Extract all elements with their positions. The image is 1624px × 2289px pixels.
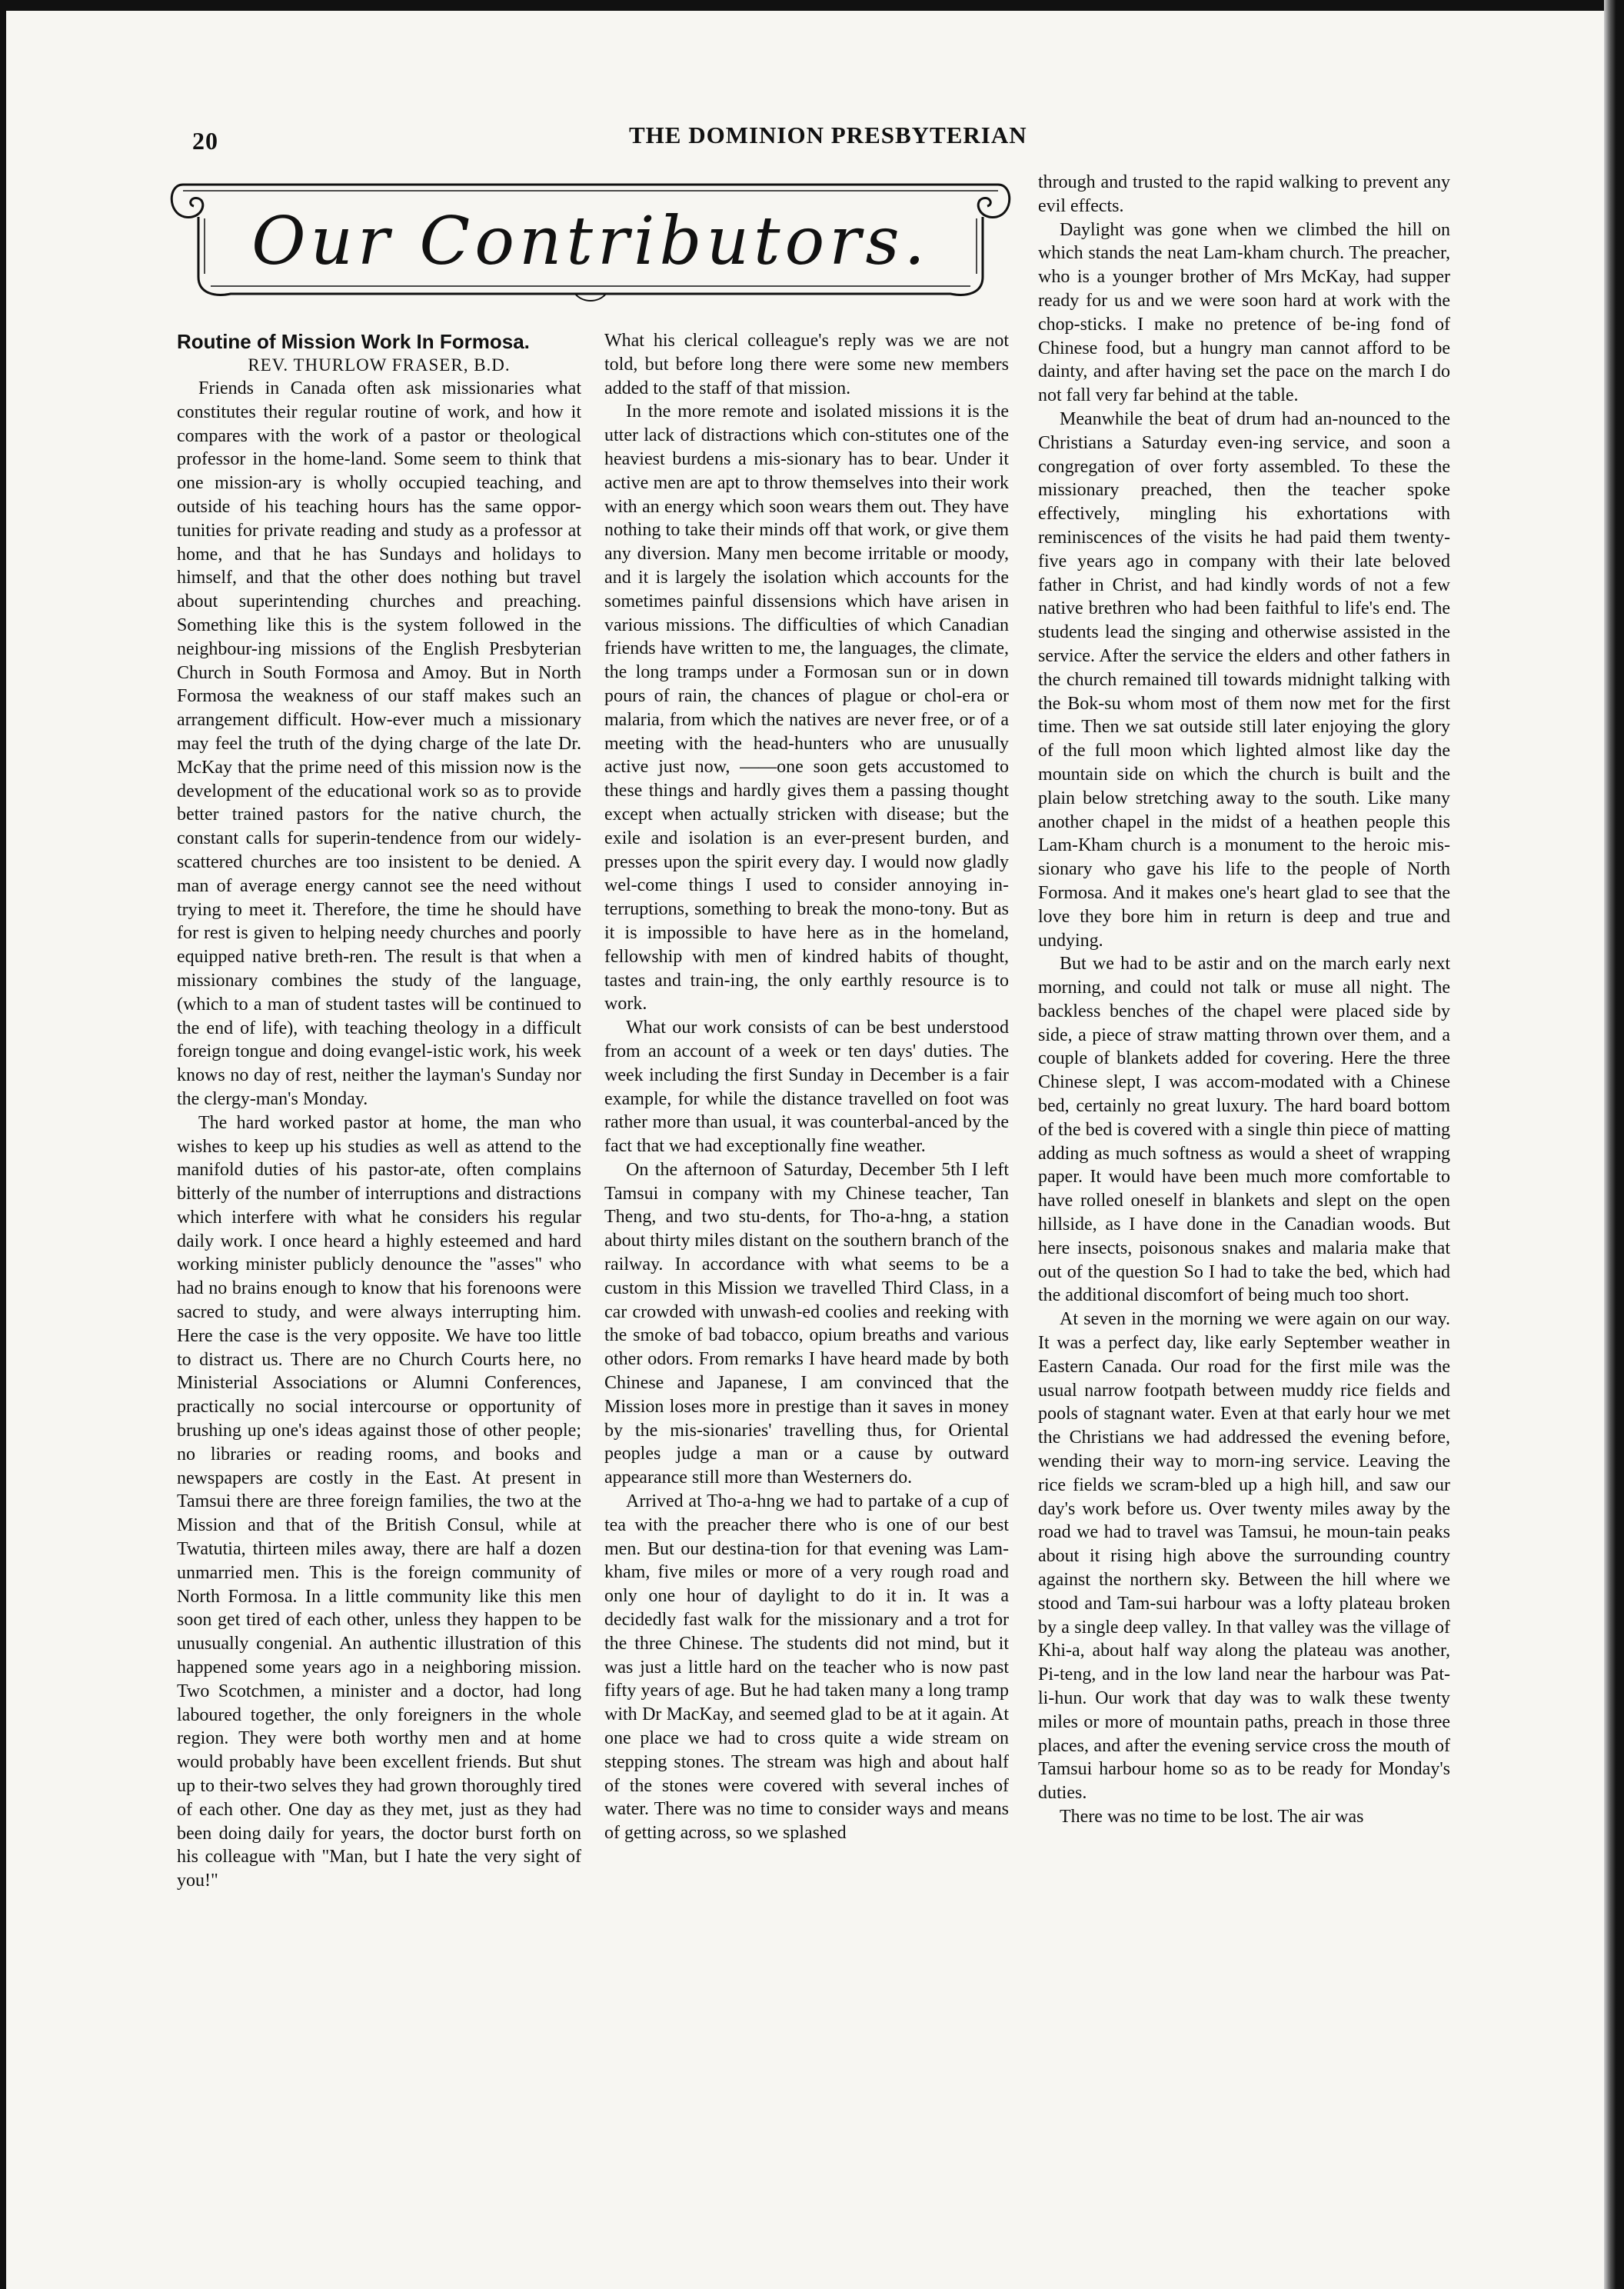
article-title: Routine of Mission Work In Formosa. [177, 330, 530, 353]
paragraph: The hard worked pastor at home, the man who wishes to keep up his studies as well as attend to the manifold duties of his pastor-ate, often complains bitterly of the number of interruptions and distractions which interfere with what he considers his regular daily work. I once heard a highly esteemed and hard working minister publicly denounce the "asses" who had no brains enough to know that his forenoons were sacred to study, and were always interrupting him. Here the case is the very opposite. We have too little to distract us. There are no Church Courts here, no Ministerial Associations or Alumni Conferences, practically no social intercourse or opportunity of brushing up one's ideas against those of other people; no libraries or reading rooms, and books and newspapers are costly in the East. At present in Tamsui there are three foreign families, the two at the Mission and that of the British Consul, while at Twatutia, thirteen miles away, there are half a dozen unmarried men. This is the foreign community of North Formosa. In a little community like this men soon get tired of each other, unless they happen to be unusually congenial. An authentic illustration of this happened some years ago in a neighboring mission. Two Scotchmen, a minister and a doctor, had long laboured together, the only foreigners in the whole region. They were both worthy men and at home would probably have been excellent friends. But shut up to their-two selves they had grown thoroughly tired of each other. One day as they met, just as they had been doing daily for years, the doctor burst forth on his colleague with "Man, but I hate the very sight of you!" [177, 1112, 581, 1891]
scan-edge-left [0, 0, 6, 2289]
page-number: 20 [192, 127, 218, 155]
banner-title: Our Contributors. [251, 203, 930, 280]
paragraph: Daylight was gone when we climbed the hill on which stands the neat Lam-kham church. The preacher, who is a younger brother of Mrs McKay, had supper ready for us and we were soon hard at work with the chop-sticks. I make no pretence of be-ing fond of Chinese food, but a hungry man cannot afford to be dainty, and after having set the pace on the march I do not fall very far behind at the table. [1038, 219, 1450, 406]
paragraph: On the afternoon of Saturday, December 5th I left Tamsui in company with my Chinese teacher, Tan Theng, and two stu-dents, for Tho-a-hng, a station about thirty miles distant on the southern branch of the railway. In accordance with what seems to be a custom in this Mission we travelled Third Class, in a car crowded with unwash-ed coolies and reeking with the smoke of bad tobacco, opium breaths and various other odors. From remarks I have heard made by both Chinese and Japanese, I am convinced that the Mission loses more in prestige than it saves in money by the mis-sionaries' travelling thus, for Oriental peoples judge a man or a cause by outward appearance still more than Westerners do. [604, 1159, 1009, 1488]
running-head: THE DOMINION PRESBYTERIAN [629, 122, 1027, 148]
paragraph: through and trusted to the rapid walking to prevent any evil effects. [1038, 172, 1450, 216]
paragraph: What his clerical colleague's reply was we are not told, but before long there were some new members added to the staff of that mission. [604, 331, 1009, 398]
paragraph: There was no time to be lost. The air was [1060, 1806, 1364, 1827]
paragraph: Arrived at Tho-a-hng we had to partake of a cup of tea with the preacher there who is one of our best men. But our destina-tion for that evening was Lam-kham, five miles or more of a very rough road and only one hour of daylight to do it in. It was a decidedly fast walk for the missionary and a trot for the three Chinese. The students did not mind, but it was just a little hard on the teacher who is now past fifty years of age. But he had taken many a long tramp with Dr MacKay, and seemed glad to be at it again. At one place we had to cross quite a wide stream on stepping stones. The stream was high and about half of the stones were covered with several inches of water. There was no time to consider ways and means of getting across, so we splashed [604, 1491, 1009, 1844]
column-3 [1038, 171, 1450, 1829]
article-byline: REV. THURLOW FRASER, B.D. [248, 355, 511, 375]
paragraph: What our work consists of can be best understood from an account of a week or ten days' duties. The week including the first Sunday in December is a fair example, for while the distance travelled on foot was rather more than usual, it was counterbal-anced by the fact that we had exceptionally fine weather. [604, 1018, 1009, 1157]
paragraph: At seven in the morning we were again on our way. It was a perfect day, like early September weather in Eastern Canada. Our road for the first mile was the usual narrow footpath between muddy rice fields and pools of stagnant water. Even at that early hour we met the Christians we had addressed the evening before, wending their way to morn-ing service. Leaving the rice fields we scram-bled up a high hill, and saw our day's work before us. Over twenty miles away by the road we had to travel was Tamsui, he moun-tain peaks about it rising high above the surrounding country against the northern sky. Between the hill where we stood and Tam-sui harbour was a lofty plateau broken by a single deep valley. In that valley was the village of Khi-a, about half way along the plateau was another, Pi-teng, and in the low land near the harbour was Pat-li-hun. Our work that day was to walk these twenty miles or more of mountain paths, preach in those three places, and after the evening service cross the mouth of Tamsui harbour home so as to be ready for Monday's duties. [1038, 1309, 1450, 1804]
paragraph: In the more remote and isolated missions it is the utter lack of distractions which con-stitutes one of the heaviest burdens a mis-sionary has to bear. Under it active men are apt to throw themselves into their work with an energy which soon wears them out. They have nothing to take their minds off that work, or give them any diversion. Many men become irritable or moody, and it is largely the isolation which accounts for the sometimes painful dissensions which have arisen in various missions. The difficulties of which Canadian friends have written to me, the languages, the climate, the long tramps under a Formosan sun or in down pours of rain, the chances of plague or chol-era or malaria, from which the natives are never free, or of a meeting with the head-hunters who are unusually active just now, ——one soon gets accustomed to these things and hardly gives them a passing thought except when actually stricken with disease; but the exile and isolation is an ever-present burden, and presses upon the spirit every day. I would now gladly wel-come things I used to consider annoying in-terruptions, something to break the mono-tony. But as it is impossible to have here as in the homeland, fellowship with men of kindred habits of thought, tastes and train-ing, the only earthly resource is to work. [604, 401, 1009, 1015]
paragraph: But we had to be astir and on the march early next morning, and could not talk or muse all night. The backless benches of the chapel were placed side by side, a piece of straw matting thrown over them, and a couple of blankets added for covering. Here the three Chinese slept, I was accom-modated with a Chinese bed, certainly no great luxury. The hard board bottom of the bed is covered with a single thin piece of matting adding as much softness as would a sheet of wrapping paper. It would have been much more comfortable to have rolled oneself in blankets and slept on the open hillside, as I have done in the Canadian woods. But here insects, poisonous snakes and malaria make that out of the question So I had to take the bed, which had the additional discomfort of being much too short. [1038, 954, 1450, 1306]
scan-edge-top [0, 0, 1624, 11]
section-banner [168, 171, 1013, 309]
paragraph: Meanwhile the beat of drum had an-nounced to the Christians a Saturday even-ing service, and soon a congregation of over forty assembled. To these the missionary preached, then the teacher spoke effectively, mingling his exhortations with reminiscences of the visits he had paid them twenty-five years ago in company with their late beloved father in Christ, and had kindly words of not a few native brethren who had been faithful to life's end. The students lead the singing and otherwise assisted in the service. After the service the elders and other fathers in the church remained till towards midnight talking with the Bok-su whom most of them now met for the first time. Then we sat outside still later enjoying the glory of the full moon which lighted almost like day the mountain side on which the church is built and the plain below stretching away to the south. Like many another chapel in the midst of a heathen people this Lam-Kham church is a monument to the heroic mis-sionary who gave his life to the people of North Formosa. And it makes one's heart glad to see that the love they bore him in return is deep and true and undying. [1038, 408, 1450, 951]
paragraph: Friends in Canada often ask missionaries what constitutes their regular routine of work, and how it compares with the work of a pastor or theological professor in the home-land. Some seem to think that one mission-ary is wholly occupied teaching, and outside of his teaching hours has the same oppor-tunities for private reading and study as a professor at home, and that he has Sundays and holidays to himself, and that the other does nothing but travel about superintending churches and preaching. Something like this is the system followed in the neighbour-ing missions of the English Presbyterian Church in South Formosa and Amoy. But in North Formosa the weakness of our staff makes such an arrangement difficult. How-ever much a missionary may feel the truth of the dying charge of the late Dr. McKay that the prime need of this mission now is the development of the educational work so as to provide better trained pastors for the native church, the constant calls for superin-tendence from our widely-scattered churches are too insistent to be denied. A man of average energy cannot see the need without trying to meet it. Therefore, the time he should have for rest is given to helping needy churches and poorly equipped native breth-ren. The result is that when a missionary combines the study of the language, (which to a man of student tastes will be continued to the end of life), with teaching theology in a difficult foreign tongue and doing evangel-istic work, his week knows no day of rest, neither the layman's Sunday nor the clergy-man's Monday. [177, 378, 581, 1109]
column-2 [604, 329, 1009, 1845]
scan-edge-right [1604, 0, 1624, 2289]
column-1 [177, 329, 581, 1893]
